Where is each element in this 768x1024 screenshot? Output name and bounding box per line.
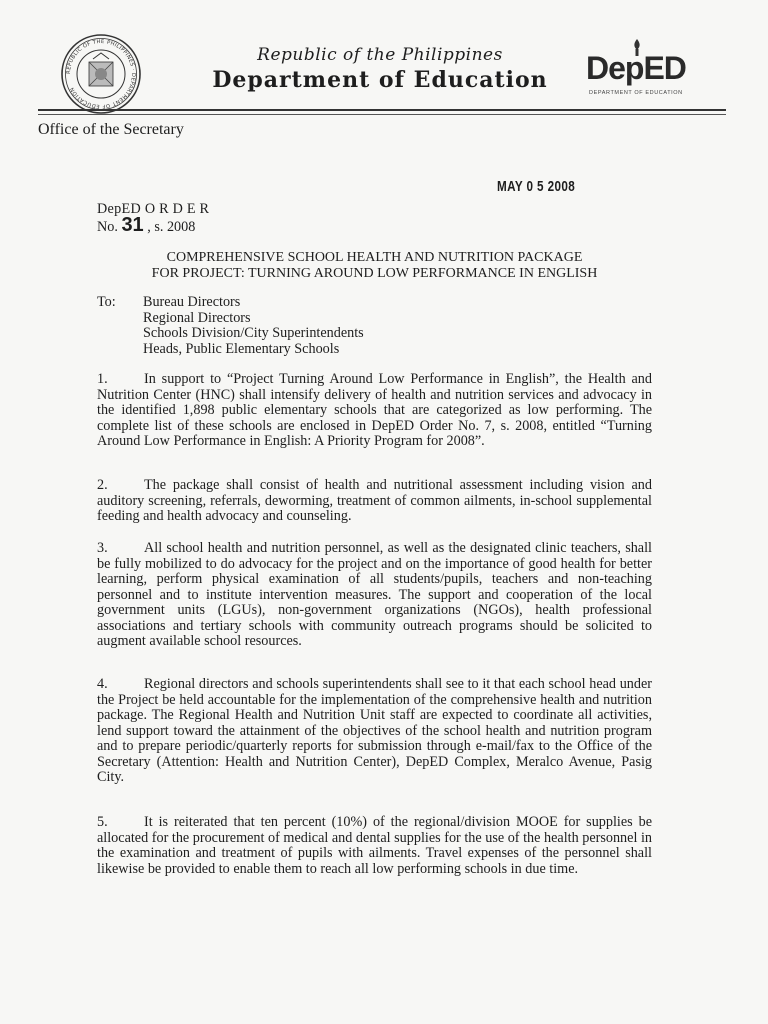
recipient-list	[143, 295, 364, 357]
deped-logo-subtext: DEPARTMENT OF EDUCATION	[589, 90, 683, 96]
date-stamp: MAY 0 5 2008	[497, 178, 576, 195]
office-title: Office of the Secretary	[38, 121, 184, 138]
seal-ring-text: REPUBLIC OF THE PHILIPPINES · DEPARTMENT OF EDUCATION	[65, 38, 137, 110]
paragraph-text: The package shall consist of health and nutritional assessment including vision and auditory screening, referrals, deworming, treatment of common ailments, in-school supplemental feeding and health advocacy and counseling.	[97, 477, 652, 524]
republic-heading: Republic of the Philippines	[257, 45, 503, 65]
recipient-item: Schools Division/City Superintendents	[143, 325, 364, 341]
header-rule-thick	[38, 109, 726, 111]
order-label	[97, 202, 213, 218]
order-title-line: FOR PROJECT: TURNING AROUND LOW PERFORMANCE IN ENGLISH	[151, 265, 598, 281]
paragraph-4	[97, 677, 652, 786]
recipient-item: Heads, Public Elementary Schools	[143, 340, 340, 357]
paragraph-number: 4.	[97, 676, 108, 692]
department-seal-logo	[60, 33, 142, 115]
recipient-item: Bureau Directors	[143, 294, 241, 310]
order-series: , s. 2008	[147, 219, 196, 235]
paragraph-3	[97, 541, 652, 650]
paragraph-text: Regional directors and schools superintendents shall see to it that each school head under the Project be held accountable for the implementation of the comprehensive health and nutrition package. The Regional Health and Nutrition Unit staff are expected to coordinate all activities, lend support toward the attainment of the objectives of the school health and nutrition program and to prepare periodic/quarterly reports for submission through e-mail/fax to the Office of the Secretary (Attention: Health and Nutrition Center), DepED Complex, Meralco Avenue, Pasig City.	[97, 676, 652, 785]
order-title-line: COMPREHENSIVE SCHOOL HEALTH AND NUTRITION PACKAGE	[166, 250, 583, 265]
to-label: To:	[97, 294, 116, 310]
header-rule-thin	[38, 114, 726, 115]
paragraph-number: 5.	[97, 814, 108, 830]
order-prefix: DepED	[97, 201, 142, 217]
order-word: ORDER	[144, 201, 214, 217]
paragraph-text: In support to “Project Turning Around Low Performance in English”, the Health and Nutrition Center (HNC) shall intensify delivery of health and nutrition services and advocacy in the identified 1,898 public elementary schools that are categorized as low performing. The complete list of these schools are enclosed in DepED Order No. 7, s. 2008, entitled “Turning Around Low Performance in English: A Priority Program for 2008”.	[97, 371, 652, 449]
paragraph-1	[97, 372, 652, 450]
paragraph-number: 1.	[97, 371, 108, 387]
order-no-label: No.	[97, 219, 118, 235]
paragraph-text: All school health and nutrition personnel, as well as the designated clinic teachers, shall be fully mobilized to do advocacy for the project and on the importance of good health for better learning, perform physical examination of all students/pupils, teachers and non-teaching personnel and to institute intervention measures. The support and cooperation of the local government units (LGUs), non-government organizations (NGOs), health professional associations and tertiary schools with community outreach programs should be solicited to augment available school resources.	[97, 540, 652, 649]
paragraph-5	[97, 815, 652, 877]
paragraph-number: 2.	[97, 477, 108, 493]
recipient-item: Regional Directors	[143, 309, 251, 326]
order-number-line	[97, 214, 196, 236]
order-number: 31	[121, 214, 144, 236]
letterhead	[200, 44, 560, 94]
order-title	[97, 250, 652, 281]
deped-logo-text: DepED	[586, 50, 686, 86]
paragraph-text: It is reiterated that ten percent (10%) of the regional/division MOOE for supplies be allocated for the procurement of medical and dental supplies for the use of the health personnel in the examination and treatment of pupils with ailments. Travel expenses of the personnel shall likewise be provided to enable them to reach all low performing schools in due time.	[97, 814, 652, 877]
department-heading: Department of Education	[212, 67, 548, 93]
paragraph-number: 3.	[97, 540, 108, 556]
paragraph-2	[97, 478, 652, 525]
